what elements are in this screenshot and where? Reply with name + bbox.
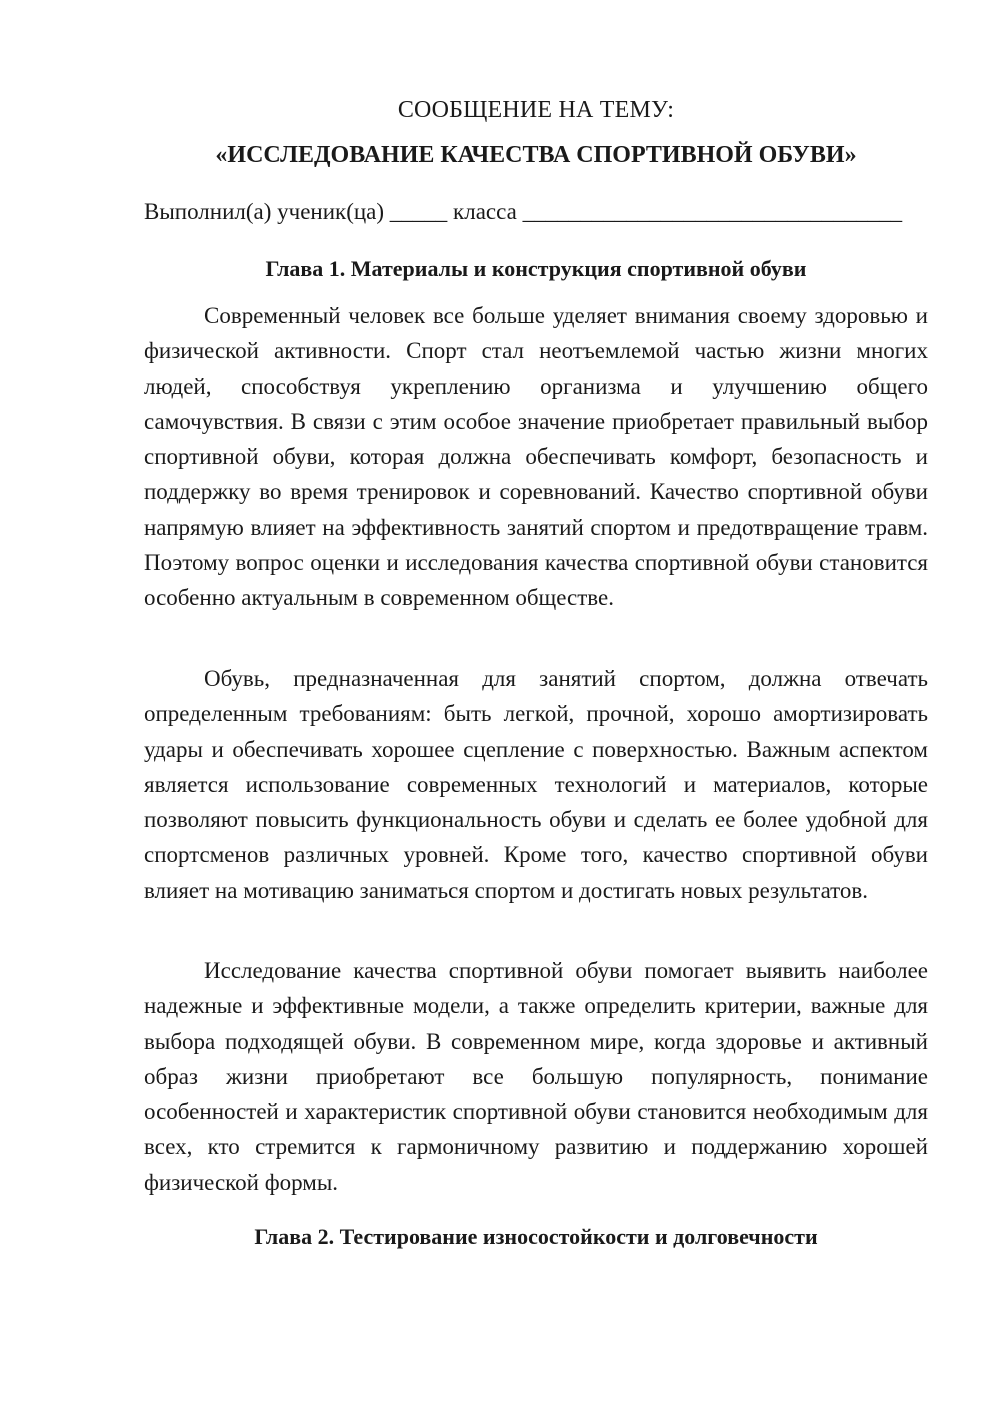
- chapter-2-heading: Глава 2. Тестирование износостойкости и долговечности: [254, 1224, 818, 1249]
- paragraph-3: Исследование качества спортивной обуви помогает выявить наиболее надежные и эффективные модели, а также определить критерии, важные для выбора подходящей обуви. В современном мире, когда здоровье и активный образ жизни приобретают все большую популярность, понимание особенностей и характеристик спортивной обуви становится необходимым для всех, кто стремится к гармоничному развитию и поддержанию хорошей физической формы.: [144, 958, 928, 1195]
- document-title-line1: СООБЩЕНИЕ НА ТЕМУ:: [397, 97, 675, 123]
- chapter-1-heading: Глава 1. Материалы и конструкция спортивной обуви: [265, 256, 807, 281]
- performed-by-line: Выполнил(а) ученик(ца) _____ класса _________________________________: [144, 199, 903, 224]
- paragraph-2: Обувь, предназначенная для занятий спортом, должна отвечать определенным требованиям: быть легкой, прочной, хорошо амортизировать удары и обеспечивать хорошее сцепление с поверхностью. Важным аспектом является использование современных технологий и материалов, которые позволяют повысить функциональность обуви и сделать ее более удобной для спортсменов различных уровней. Кроме того, качество спортивной обуви влияет на мотивацию заниматься спортом и достигать новых результатов.: [144, 666, 928, 903]
- paragraph-1: Современный человек все больше уделяет внимания своему здоровью и физической активности. Спорт стал неотъемлемой частью жизни многих людей, способствуя укреплению организма и улучшению общего самочувствия. В связи с этим особое значение приобретает правильный выбор спортивной обуви, которая должна обеспечивать комфорт, безопасность и поддержку во время тренировок и соревнований. Качество спортивной обуви напрямую влияет на эффективность занятий спортом и предотвращение травм. Поэтому вопрос оценки и исследования качества спортивной обуви становится особенно актуальным в современном обществе.: [144, 303, 928, 611]
- document-title-line2: «ИССЛЕДОВАНИЕ КАЧЕСТВА СПОРТИВНОЙ ОБУВИ»: [215, 142, 857, 168]
